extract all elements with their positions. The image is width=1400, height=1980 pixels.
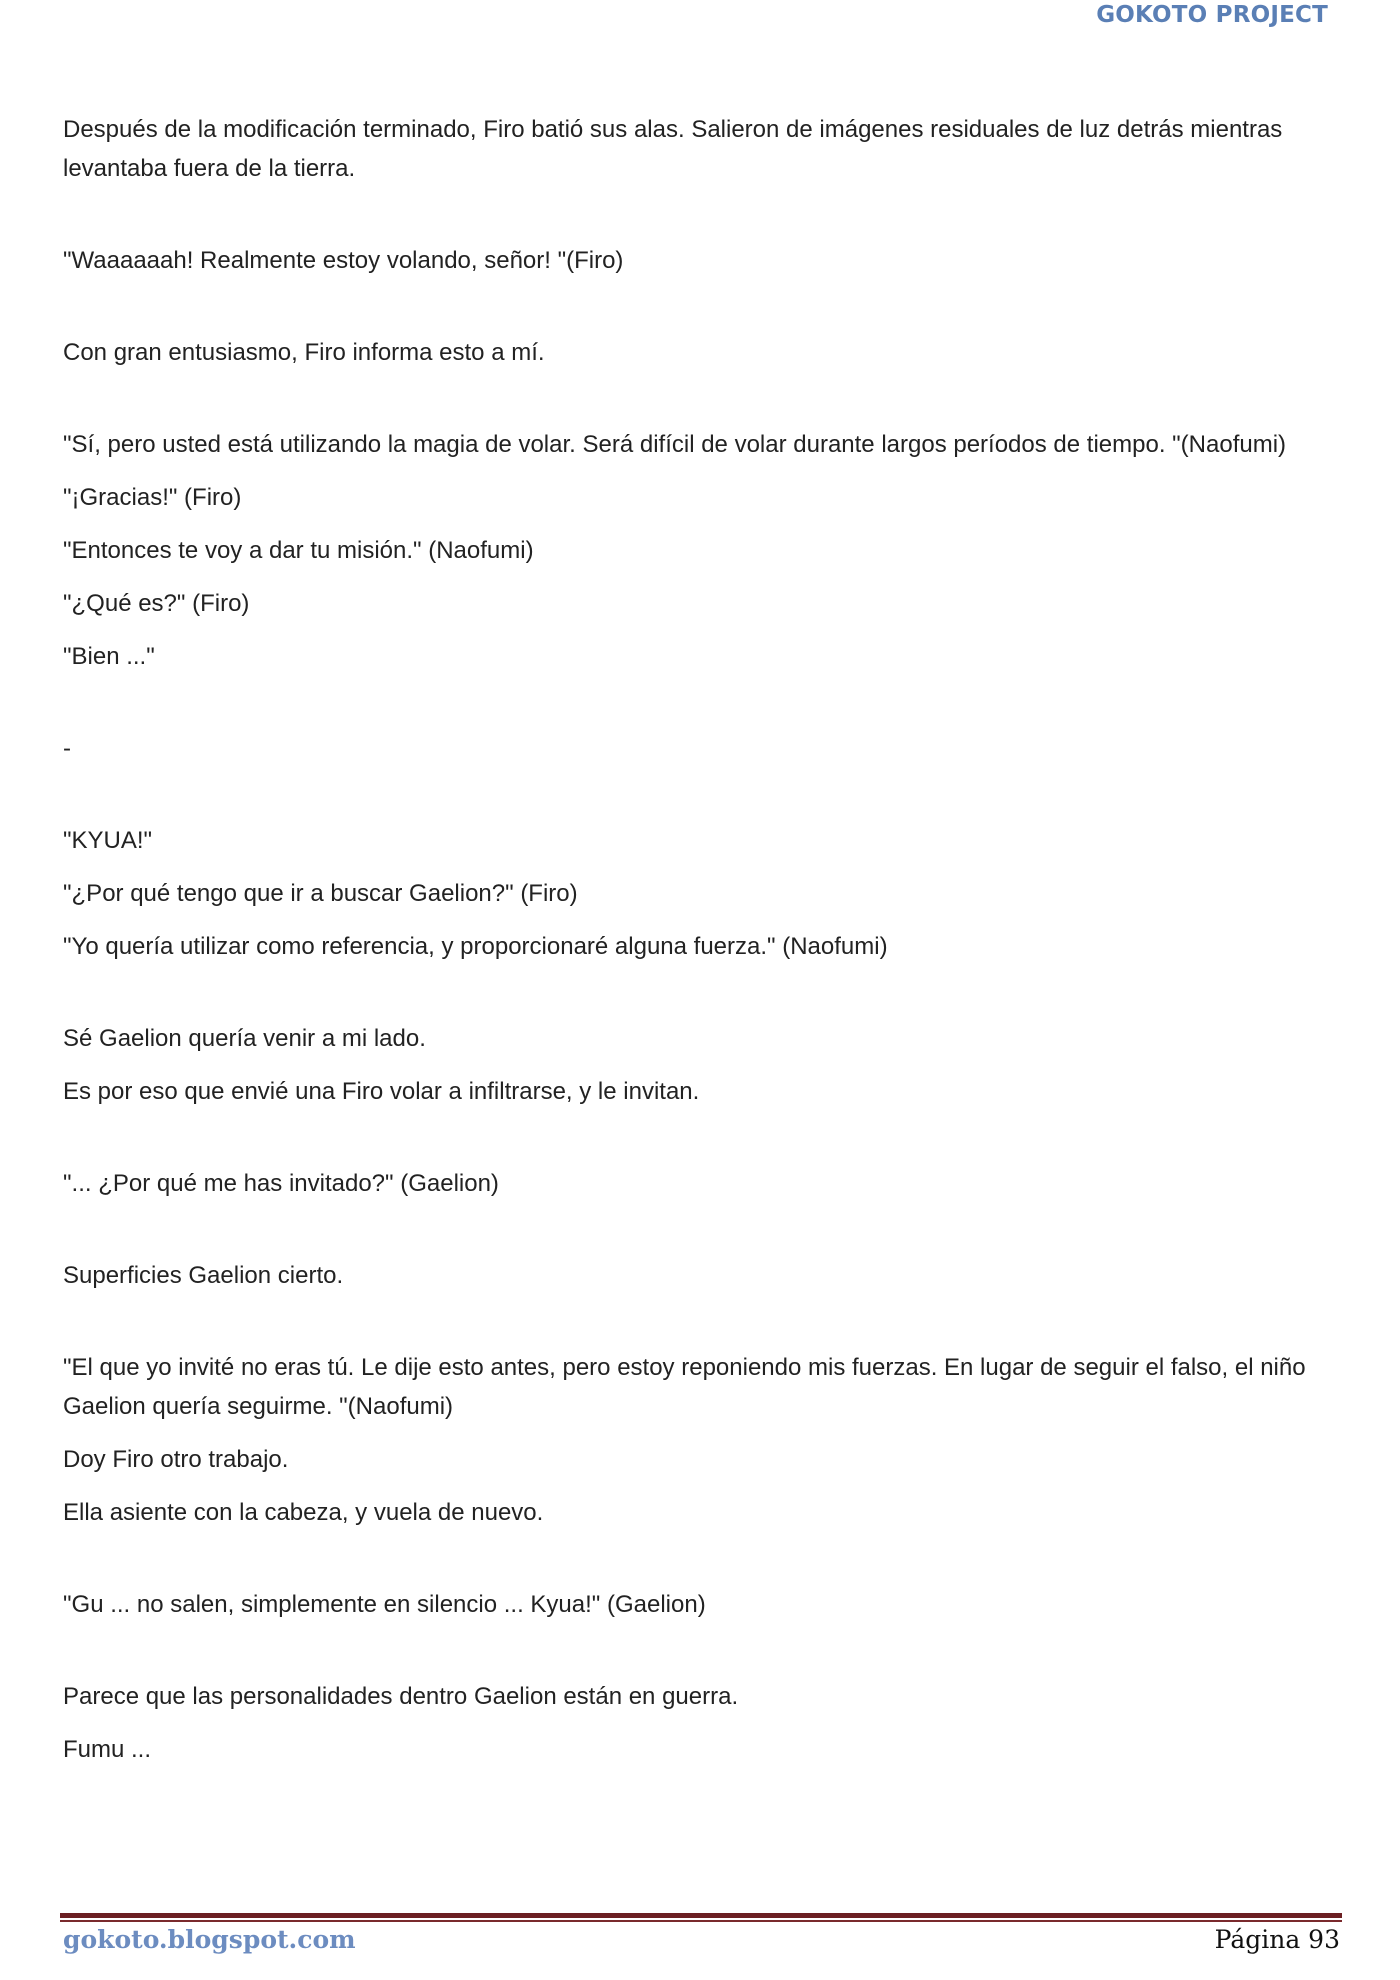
paragraph: Después de la modificación terminado, Firo batió sus alas. Salieron de imágenes residuales de luz detrás mientras levantaba fuera de la tierra. [63,116,1283,182]
paragraph: "¡Gracias!" (Firo) [63,484,242,511]
paragraph: "¿Qué es?" (Firo) [63,590,250,617]
paragraph: Ella asiente con la cabeza, y vuela de nuevo. [63,1499,544,1526]
paragraph: "KYUA!" [63,827,153,854]
footer-divider [60,1913,1342,1918]
paragraph: "¿Por qué tengo que ir a buscar Gaelion?" (Firo) [63,880,578,907]
paragraph: "Yo quería utilizar como referencia, y proporcionaré alguna fuerza." (Naofumi) [63,933,888,960]
scene-break: - [63,735,71,762]
paragraph: "Entonces te voy a dar tu misión." (Naofumi) [63,537,534,564]
footer-site-link[interactable]: gokoto.blogspot.com [63,1925,356,1954]
paragraph: Con gran entusiasmo, Firo informa esto a mí. [63,339,545,366]
paragraph: "Waaaaaah! Realmente estoy volando, señor! "(Firo) [63,247,624,274]
paragraph: Superficies Gaelion cierto. [63,1262,344,1289]
header-title: GOKOTO PROJECT [1096,2,1328,28]
paragraph: "Sí, pero usted está utilizando la magia de volar. Será difícil de volar durante largos períodos de tiempo. "(Naofumi) [63,431,1287,458]
paragraph: Parece que las personalidades dentro Gaelion están en guerra. [63,1683,739,1710]
document-body [63,110,1343,1783]
paragraph: "... ¿Por qué me has invitado?" (Gaelion) [63,1170,499,1197]
page-number: Página 93 [1214,1925,1340,1954]
paragraph: Doy Firo otro trabajo. [63,1446,289,1473]
paragraph: "Bien ..." [63,643,155,670]
paragraph: "El que yo invité no eras tú. Le dije esto antes, pero estoy reponiendo mis fuerzas. En lugar de seguir el falso, el niño Gaelion quería seguirme. "(Naofumi) [63,1354,1306,1420]
paragraph: Es por eso que envié una Firo volar a infiltrarse, y le invitan. [63,1078,700,1105]
paragraph: Sé Gaelion quería venir a mi lado. [63,1025,426,1052]
footer-divider-thin [60,1920,1342,1922]
paragraph: Fumu ... [63,1736,152,1763]
paragraph: "Gu ... no salen, simplemente en silencio ... Kyua!" (Gaelion) [63,1591,706,1618]
